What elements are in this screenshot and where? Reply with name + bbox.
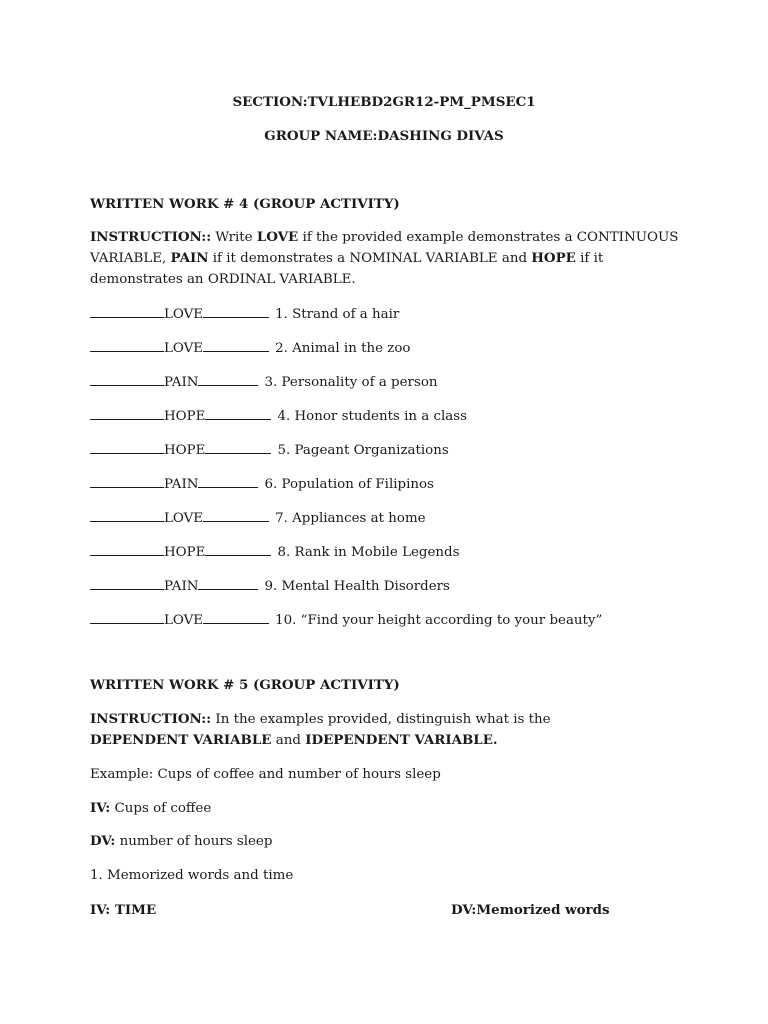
ww5-instruction-text: In the examples provided, distinguish what is the	[211, 712, 551, 727]
item-text: 9. Mental Health Disorders	[264, 579, 450, 594]
answer-blank-line	[90, 304, 164, 318]
answer-blank-line	[90, 474, 164, 488]
ww5-and-text: and	[271, 733, 306, 748]
answer-text: PAIN	[164, 477, 199, 492]
item-text: 8. Rank in Mobile Legends	[277, 545, 460, 560]
group-name-heading: GROUP NAME:DASHING DIVAS	[264, 128, 504, 144]
item-text: 7. Appliances at home	[275, 511, 426, 526]
item-text: 6. Population of Filipinos	[264, 477, 434, 492]
ww5-instruction-label: INSTRUCTION::	[90, 711, 212, 727]
answer-text: HOPE	[164, 545, 206, 560]
ww5-question-1: 1. Memorized words and time	[90, 868, 294, 883]
item-text: 5. Pageant Organizations	[277, 443, 449, 458]
ww4-instruction	[90, 227, 680, 290]
ww5-example-dv	[90, 833, 272, 850]
ww4-instruction-text-d: if it demonstrates an ORDINAL VARIABLE.	[90, 251, 604, 287]
item-text: 2. Animal in the zoo	[275, 341, 411, 356]
ww4-item-row	[90, 338, 410, 357]
ww4-instruction-text-a: Write	[211, 230, 257, 245]
iv-label: IV:	[90, 800, 111, 816]
answer-blank-line	[90, 372, 164, 386]
answer-blank-line	[198, 576, 258, 590]
answer-text: PAIN	[164, 375, 199, 390]
item-text: 1. Strand of a hair	[275, 307, 400, 322]
ww4-instruction-label: INSTRUCTION::	[90, 229, 212, 245]
answer-blank-line	[203, 508, 269, 522]
answer-blank-line	[90, 610, 164, 624]
answer-text: LOVE	[164, 307, 204, 322]
answer-blank-line	[205, 406, 271, 420]
ww5-q1-iv-answer: IV: TIME	[90, 902, 157, 918]
answer-text: LOVE	[164, 511, 204, 526]
answer-blank-line	[198, 474, 258, 488]
ww5-title: WRITTEN WORK # 5 (GROUP ACTIVITY)	[90, 677, 400, 693]
ww5-instruction	[90, 709, 680, 751]
item-text: 3. Personality of a person	[264, 375, 438, 390]
ww4-item-row	[90, 576, 450, 595]
answer-blank-line	[203, 304, 269, 318]
answer-blank-line	[203, 338, 269, 352]
ww4-instruction-love: LOVE	[256, 229, 299, 245]
item-text: 4. Honor students in a class	[277, 409, 467, 424]
answer-text: HOPE	[164, 409, 206, 424]
answer-blank-line	[90, 508, 164, 522]
answer-text: LOVE	[164, 341, 204, 356]
ww4-item-row	[90, 508, 426, 527]
answer-text: HOPE	[164, 443, 206, 458]
answer-text: PAIN	[164, 579, 199, 594]
item-text: 10. “Find your height according to your beauty”	[275, 613, 603, 628]
ww5-q1-dv-answer: DV:Memorized words	[451, 902, 610, 918]
answer-text: LOVE	[164, 613, 204, 628]
ww4-item-row	[90, 304, 399, 323]
ww4-instruction-hope: HOPE	[531, 250, 576, 266]
ww4-title: WRITTEN WORK # 4 (GROUP ACTIVITY)	[90, 196, 400, 212]
ww4-item-row	[90, 610, 602, 629]
ww4-item-row	[90, 406, 467, 425]
answer-blank-line	[198, 372, 258, 386]
ww5-independent-variable: IDEPENDENT VARIABLE.	[305, 732, 498, 748]
answer-blank-line	[90, 576, 164, 590]
dv-value: number of hours sleep	[115, 834, 273, 849]
section-heading: SECTION:TVLHEBD2GR12-PM_PMSEC1	[232, 94, 536, 110]
answer-blank-line	[205, 440, 271, 454]
ww5-example-iv	[90, 800, 211, 817]
answer-blank-line	[203, 610, 269, 624]
ww4-instruction-text-b: if the provided example demonstrates a CONTINUOUS VARIABLE,	[90, 230, 679, 266]
answer-blank-line	[90, 440, 164, 454]
iv-value: Cups of coffee	[110, 801, 212, 816]
ww5-dependent-variable: DEPENDENT VARIABLE	[90, 732, 272, 748]
answer-blank-line	[90, 406, 164, 420]
ww5-example: Example: Cups of coffee and number of hours sleep	[90, 767, 441, 782]
ww4-item-row	[90, 474, 434, 493]
answer-blank-line	[205, 542, 271, 556]
ww4-item-row	[90, 440, 449, 459]
ww4-instruction-pain: PAIN	[170, 250, 209, 266]
ww4-item-row	[90, 542, 460, 561]
answer-blank-line	[90, 542, 164, 556]
ww4-instruction-text-c: if it demonstrates a NOMINAL VARIABLE and	[208, 251, 532, 266]
ww4-item-row	[90, 372, 438, 391]
answer-blank-line	[90, 338, 164, 352]
dv-label: DV:	[90, 833, 116, 849]
